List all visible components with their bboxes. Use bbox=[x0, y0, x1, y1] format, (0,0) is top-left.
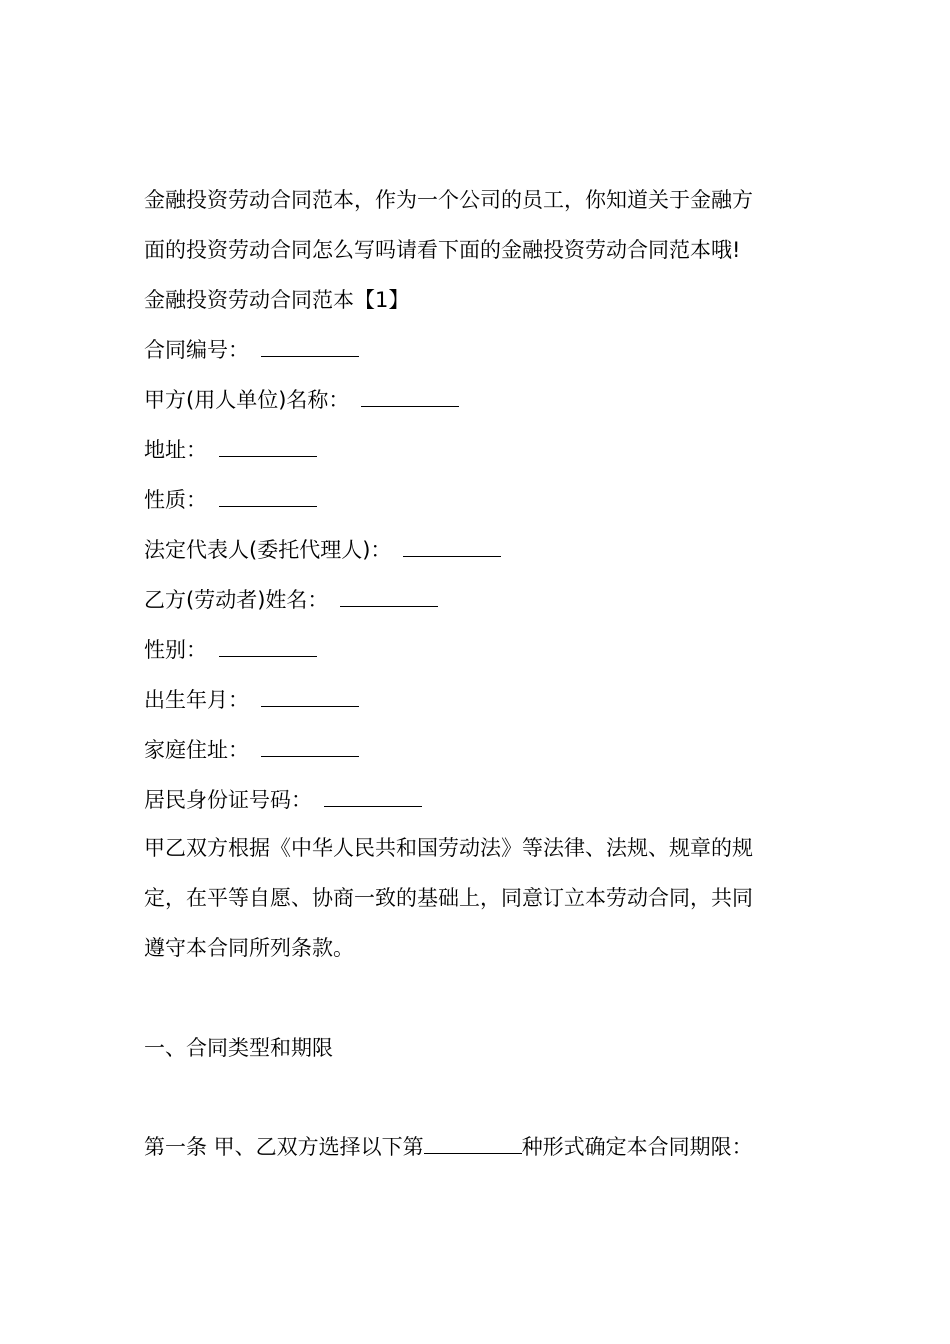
field-home-address bbox=[144, 735, 814, 765]
fill-in-blank[interactable] bbox=[219, 436, 317, 457]
field-contract-number bbox=[144, 335, 814, 365]
field-label: 乙方(劳动者)姓名： bbox=[144, 588, 329, 612]
fill-in-blank[interactable] bbox=[261, 336, 359, 357]
field-birth-date bbox=[144, 685, 814, 715]
article-suffix: 种形式确定本合同期限： bbox=[521, 1135, 753, 1159]
fill-in-blank[interactable] bbox=[261, 686, 359, 707]
document-title: 金融投资劳动合同范本【1】 bbox=[144, 288, 410, 312]
field-party-b-name bbox=[144, 585, 814, 615]
fill-in-blank[interactable] bbox=[403, 536, 501, 557]
intro-line-2: 面的投资劳动合同怎么写吗请看下面的金融投资劳动合同范本哦! bbox=[144, 238, 741, 262]
field-party-a-name bbox=[144, 385, 814, 415]
article-prefix: 第一条 甲、乙双方选择以下第 bbox=[144, 1135, 424, 1159]
field-gender bbox=[144, 635, 814, 665]
field-label: 法定代表人(委托代理人)： bbox=[144, 538, 392, 562]
field-label: 地址： bbox=[144, 438, 207, 462]
fill-in-blank[interactable] bbox=[340, 586, 438, 607]
field-address bbox=[144, 435, 814, 465]
section-heading: 一、合同类型和期限 bbox=[144, 1036, 333, 1060]
field-legal-representative bbox=[144, 535, 814, 565]
fill-in-blank[interactable] bbox=[424, 1133, 522, 1154]
field-id-number bbox=[144, 785, 814, 815]
field-label: 性别： bbox=[144, 638, 207, 662]
field-label: 居民身份证号码： bbox=[144, 788, 312, 812]
fill-in-blank[interactable] bbox=[361, 386, 459, 407]
preamble-line-1: 甲乙双方根据《中华人民共和国劳动法》等法律、法规、规章的规 bbox=[144, 836, 753, 860]
field-label: 合同编号： bbox=[144, 338, 249, 362]
preamble-line-3: 遵守本合同所列条款。 bbox=[144, 936, 354, 960]
article-1 bbox=[144, 1132, 814, 1162]
field-label: 甲方(用人单位)名称： bbox=[144, 388, 350, 412]
field-label: 家庭住址： bbox=[144, 738, 249, 762]
fill-in-blank[interactable] bbox=[261, 736, 359, 757]
field-nature bbox=[144, 485, 814, 515]
fill-in-blank[interactable] bbox=[219, 486, 317, 507]
field-label: 性质： bbox=[144, 488, 207, 512]
intro-line-1: 金融投资劳动合同范本，作为一个公司的员工，你知道关于金融方 bbox=[144, 188, 753, 212]
fill-in-blank[interactable] bbox=[324, 786, 422, 807]
fill-in-blank[interactable] bbox=[219, 636, 317, 657]
field-label: 出生年月： bbox=[144, 688, 249, 712]
preamble-line-2: 定，在平等自愿、协商一致的基础上，同意订立本劳动合同，共同 bbox=[144, 886, 753, 910]
